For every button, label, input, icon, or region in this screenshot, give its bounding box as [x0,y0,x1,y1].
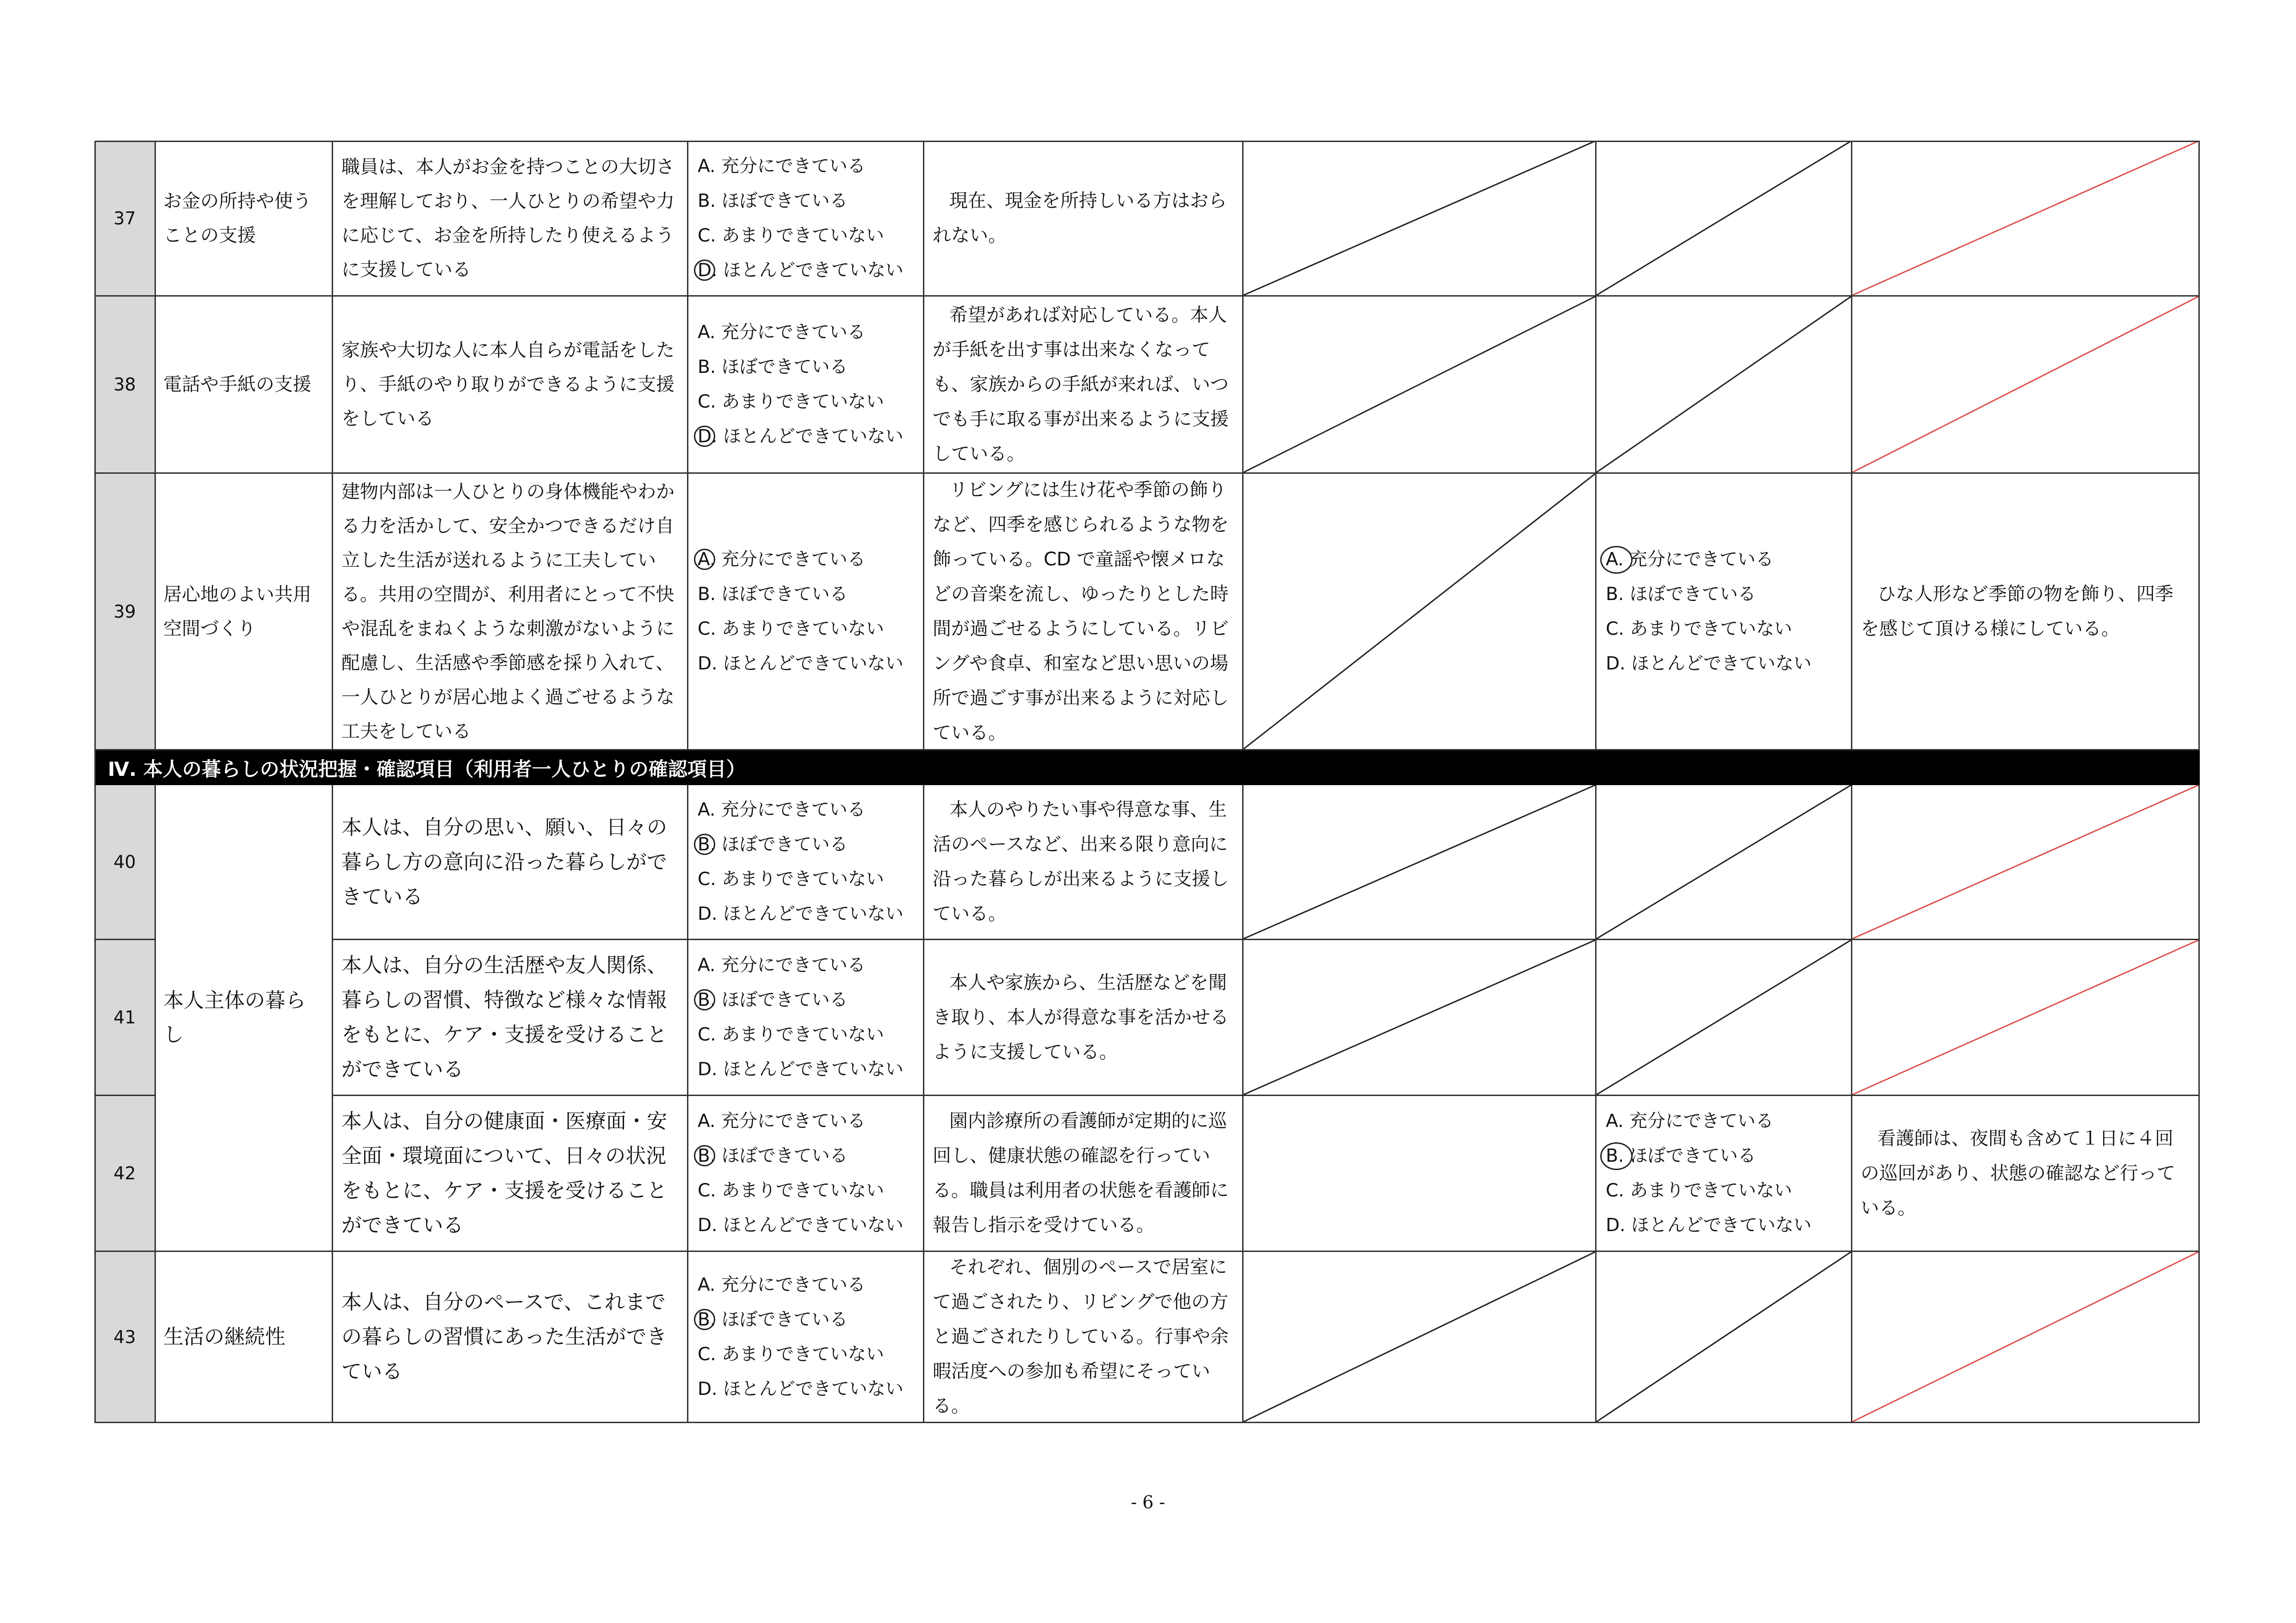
option-d: D. ほとんどできていない [698,1059,904,1080]
diagonal-stroke [1244,474,1595,749]
diagonal-stroke [1852,1252,2198,1422]
external-evaluation-options [1597,1096,1852,1252]
row-number: 41 [95,940,156,1096]
blank-cell [1244,1096,1597,1252]
diagonal-line [1852,141,2198,295]
diagonal-stroke [1852,940,2198,1095]
diagonal-line [1244,141,1595,295]
table-top-border [95,141,2200,142]
self-comment-text: 本人や家族から、生活歴などを聞き取り、本人が得意な事を活かせるように支援している。 [933,972,1229,1063]
category-cell [156,297,333,474]
question-cell [333,785,688,940]
option-d: D. ほとんどできていない [1606,653,1812,674]
category-text: 本人主体の暮らし [163,989,306,1047]
question-text: 建物内部は一人ひとりの身体機能やわかる力を活かして、安全かつできるだけ自立した生活が送れるように工夫している。共用の空間が、利用者にとって不快や混乱をまねくような刺激がないように配慮し、生活感や季節感を採り入れて、一人ひとりが居心地よく過ごせるような工夫をしている [341,481,675,742]
diagonal-line [1244,785,1595,939]
blank-cell [1597,141,1852,297]
option-c: C. あまりできていない [698,1024,885,1045]
option-c: C. あまりできていない [698,225,885,246]
blank-cell [1597,297,1852,474]
option-b: B. ほぼできている [698,583,848,605]
diagonal-stroke [1597,141,1851,295]
section-banner [95,750,2200,785]
option-a: A. 充分にできている [1606,1111,1774,1132]
option-d: D. ほとんどできていない [1606,1215,1812,1236]
row-number: 38 [95,297,156,474]
question-cell [333,1252,688,1423]
diagonal-line [1852,940,2198,1095]
question-text: 本人は、自分のペースで、これまでの暮らしの習慣にあった生活ができている [341,1290,667,1383]
question-text: 本人は、自分の健康面・医療面・安全面・環境面について、日々の状況をもとに、ケア・支援を受けることができている [341,1109,667,1237]
blank-cell [1852,940,2200,1096]
page-number: - 6 - [1131,1492,1165,1512]
blank-cell [1244,1252,1597,1423]
question-cell [333,940,688,1096]
option-d: D. ほとんどできていない [698,653,904,674]
diagonal-line [1597,785,1851,939]
diagonal-stroke [1597,940,1851,1095]
option-d: D. ほとんどできていない [698,904,904,924]
self-comment-text: リビングには生け花や季節の飾りなど、四季を感じられるような物を飾っている。CD で童謡や懐メロなどの音楽を流し、ゆったりとした時間が過ごせるようにしている。リビングや食卓、和室など思い思いの場所で過ごす事が出来るように対応している。 [933,479,1229,743]
option-c: C. あまりできていない [1606,618,1793,639]
question-cell [333,297,688,474]
blank-cell [1244,785,1597,940]
diagonal-line [1597,940,1851,1095]
diagonal-stroke [1244,297,1595,472]
diagonal-stroke [1852,297,2198,472]
self-comment-cell [924,785,1244,940]
diagonal-line [1244,940,1595,1095]
blank-cell [1597,940,1852,1096]
option-a: A. 充分にできている [698,155,866,177]
self-comment-cell [924,141,1244,297]
table-left-border [94,141,96,1423]
self-comment-text: 園内診療所の看護師が定期的に巡回し、健康状態の確認を行っている。職員は利用者の状態を看護師に報告し指示を受けている。 [933,1110,1229,1236]
row-number: 40 [95,785,156,940]
option-a: A. 充分にできている [698,322,866,343]
category-text: 電話や手紙の支援 [163,374,311,395]
external-comment-cell [1852,474,2200,750]
blank-cell [1852,141,2200,297]
option-c: C. あまりできていない [1606,1180,1793,1201]
option-c: C. あまりできていない [698,1344,885,1365]
diagonal-line [1597,1252,1851,1422]
external-comment-text: 看護師は、夜間も含めて１日に４回の巡回があり、状態の確認など行っている。 [1861,1127,2175,1219]
blank-cell [1597,785,1852,940]
diagonal-line [1852,1252,2198,1422]
option-c: C. あまりできていない [698,618,885,639]
question-text: 職員は、本人がお金を持つことの大切さを理解しており、一人ひとりの希望や力に応じて、お金を所持したり使えるように支援している [341,156,675,280]
diagonal-line [1852,785,2198,939]
self-evaluation-options [688,940,924,1096]
category-cell [156,1252,333,1423]
blank-cell [1852,785,2200,940]
diagonal-stroke [1852,141,2198,295]
row-number: 42 [95,1096,156,1252]
option-a: A. 充分にできている [698,955,866,976]
self-comment-cell [924,1096,1244,1252]
option-a: A. 充分にできている [698,542,923,577]
diagonal-line [1597,297,1851,472]
blank-cell [1852,1252,2200,1423]
question-cell [333,141,688,297]
row-number: 37 [95,141,156,297]
option-b: B. ほぼできている [698,1139,923,1173]
option-a: A. 充分にできている [698,799,866,820]
diagonal-line [1852,297,2198,472]
option-b: B. ほぼできている [698,190,848,211]
row-number: 43 [95,1252,156,1423]
row-number: 39 [95,474,156,750]
category-cell-merged [156,785,333,1252]
blank-cell [1852,297,2200,474]
diagonal-stroke [1852,785,2198,939]
option-a: A. 充分にできている [698,1111,866,1132]
diagonal-stroke [1597,297,1851,472]
diagonal-stroke [1244,940,1595,1095]
diagonal-stroke [1244,141,1595,295]
question-text: 本人は、自分の生活歴や友人関係、暮らしの習慣、特徴など様々な情報をもとに、ケア・支援を受けることができている [341,954,667,1081]
diagonal-line [1244,1252,1595,1422]
diagonal-stroke [1597,1252,1851,1422]
self-comment-cell [924,1252,1244,1423]
self-comment-cell [924,940,1244,1096]
option-b: B. ほぼできている [1606,583,1756,605]
question-cell [333,1096,688,1252]
self-comment-text: 希望があれば対応している。本人が手紙を出す事は出来なくなっても、家族からの手紙が来れば、いつでも手に取る事が出来るように支援している。 [933,304,1229,465]
option-b: B. ほぼできている [698,983,923,1017]
blank-cell [1244,141,1597,297]
option-d: D. ほとんどできていない [698,253,923,288]
category-text: 生活の継続性 [163,1325,285,1349]
self-comment-text: 本人のやりたい事や得意な事、生活のペースなど、出来る限り意向に沿った暮らしが出来るように支援している。 [933,799,1229,924]
option-d: D. ほとんどできていない [698,419,923,454]
option-b: B. ほぼできている [698,827,923,862]
self-evaluation-options [688,1252,924,1423]
self-evaluation-options [688,1096,924,1252]
diagonal-stroke [1244,785,1595,939]
diagonal-line [1244,297,1595,472]
category-cell [156,474,333,750]
diagonal-line [1597,141,1851,295]
blank-cell [1244,940,1597,1096]
self-comment-cell [924,474,1244,750]
option-a: A. 充分にできている [698,1274,866,1295]
self-comment-text: それぞれ、個別のペースで居室にて過ごされたり、リビングで他の方と過ごされたりしている。行事や余暇活度への参加も希望にそっている。 [933,1257,1229,1417]
category-text: 居心地のよい共用空間づくり [163,583,311,639]
blank-cell [1244,297,1597,474]
question-text: 本人は、自分の思い、願い、日々の暮らし方の意向に沿った暮らしができている [341,815,667,909]
self-evaluation-options [688,297,924,474]
option-d: D. ほとんどできていない [698,1215,904,1236]
option-b: B. ほぼできている [698,1302,923,1337]
self-evaluation-options [688,474,924,750]
diagonal-line [1244,474,1595,749]
self-evaluation-options [688,141,924,297]
external-comment-text: ひな人形など季節の物を飾り、四季を感じて頂ける様にしている。 [1861,583,2173,639]
option-d: D. ほとんどできていない [698,1378,904,1400]
option-a: A. 充分にできている [1606,542,1851,577]
section-banner-text: Ⅳ. 本人の暮らしの状況把握・確認項目（利用者一人ひとりの確認項目） [108,757,746,781]
external-comment-cell [1852,1096,2200,1252]
category-text: お金の所持や使うことの支援 [163,190,311,246]
option-c: C. あまりできていない [698,869,885,890]
self-comment-text: 現在、現金を所持しいる方はおられない。 [933,190,1227,246]
option-b: B. ほぼできている [1606,1139,1851,1173]
option-c: C. あまりできていない [698,391,885,412]
question-text: 家族や大切な人に本人自らが電話をしたり、手紙のやり取りができるように支援をしている [341,340,675,429]
category-cell [156,141,333,297]
blank-cell [1244,474,1597,750]
blank-cell [1597,1252,1852,1423]
option-c: C. あまりできていない [698,1180,885,1201]
self-comment-cell [924,297,1244,474]
diagonal-stroke [1597,785,1851,939]
external-evaluation-options [1597,474,1852,750]
self-evaluation-options [688,785,924,940]
diagonal-stroke [1244,1252,1595,1422]
question-cell [333,474,688,750]
option-b: B. ほぼできている [698,357,848,378]
